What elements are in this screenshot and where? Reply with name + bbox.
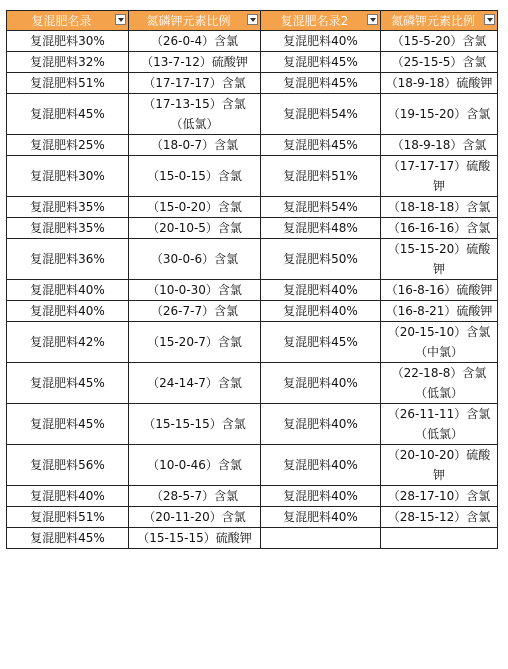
filter-dropdown-icon[interactable] [367, 14, 378, 25]
name-cell-2[interactable]: 复混肥料51% [261, 156, 381, 197]
ratio-cell[interactable]: （20-10-5）含氯 [129, 218, 261, 239]
name-cell[interactable]: 复混肥料45% [7, 404, 129, 445]
ratio-cell[interactable]: （28-5-7）含氯 [129, 486, 261, 507]
name-cell-2[interactable]: 复混肥料45% [261, 73, 381, 94]
name-cell-2[interactable]: 复混肥料45% [261, 135, 381, 156]
filter-dropdown-icon[interactable] [115, 14, 126, 25]
table-row [7, 507, 498, 528]
name-cell[interactable]: 复混肥料51% [7, 507, 129, 528]
ratio-cell[interactable]: （18-0-7）含氯 [129, 135, 261, 156]
filter-dropdown-icon[interactable] [484, 14, 495, 25]
ratio-cell-2[interactable]: （16-8-16）硫酸钾 [381, 280, 498, 301]
ratio-cell[interactable]: （17-13-15）含氯（低氯） [129, 94, 261, 135]
ratio-cell[interactable]: （15-0-20）含氯 [129, 197, 261, 218]
table-row [7, 363, 498, 404]
header-ratio-2[interactable]: 氮磷钾元素比例 [381, 11, 498, 31]
table-row [7, 135, 498, 156]
ratio-cell[interactable]: （24-14-7）含氯 [129, 363, 261, 404]
ratio-cell-2[interactable]: （22-18-8）含氯（低氯） [381, 363, 498, 404]
name-cell-2[interactable]: 复混肥料54% [261, 94, 381, 135]
ratio-cell[interactable]: （15-0-15）含氯 [129, 156, 261, 197]
table-row [7, 218, 498, 239]
name-cell[interactable]: 复混肥料56% [7, 445, 129, 486]
ratio-cell[interactable]: （15-15-15）硫酸钾 [129, 528, 261, 549]
name-cell-2[interactable]: 复混肥料40% [261, 445, 381, 486]
header-name-2[interactable]: 复混肥名录2 [261, 11, 381, 31]
name-cell[interactable]: 复混肥料36% [7, 239, 129, 280]
table-row [7, 239, 498, 280]
ratio-cell-2[interactable]: （19-15-20）含氯 [381, 94, 498, 135]
name-cell[interactable]: 复混肥料30% [7, 156, 129, 197]
name-cell[interactable]: 复混肥料51% [7, 73, 129, 94]
name-cell-2[interactable]: 复混肥料40% [261, 486, 381, 507]
table-row [7, 31, 498, 52]
table-row [7, 94, 498, 135]
name-cell-2[interactable]: 复混肥料40% [261, 404, 381, 445]
name-cell-2[interactable]: 复混肥料40% [261, 301, 381, 322]
name-cell-2[interactable]: 复混肥料48% [261, 218, 381, 239]
table-row [7, 404, 498, 445]
table-body [7, 31, 498, 549]
ratio-cell-2[interactable]: （16-16-16）含氯 [381, 218, 498, 239]
table-row [7, 486, 498, 507]
ratio-cell-2[interactable]: （26-11-11）含氯（低氯） [381, 404, 498, 445]
name-cell-2[interactable]: 复混肥料45% [261, 322, 381, 363]
ratio-cell-2[interactable]: （15-15-20）硫酸钾 [381, 239, 498, 280]
ratio-cell-2[interactable]: （18-18-18）含氯 [381, 197, 498, 218]
ratio-cell[interactable]: （10-0-30）含氯 [129, 280, 261, 301]
ratio-cell[interactable]: （10-0-46）含氯 [129, 445, 261, 486]
ratio-cell[interactable]: （30-0-6）含氯 [129, 239, 261, 280]
header-ratio-1[interactable]: 氮磷钾元素比例 [129, 11, 261, 31]
table-row [7, 52, 498, 73]
name-cell[interactable]: 复混肥料40% [7, 486, 129, 507]
ratio-cell-2[interactable]: （18-9-18）硫酸钾 [381, 73, 498, 94]
ratio-cell-2[interactable]: （20-15-10）含氯（中氯） [381, 322, 498, 363]
name-cell-2[interactable]: 复混肥料40% [261, 280, 381, 301]
name-cell-2[interactable]: 复混肥料40% [261, 31, 381, 52]
filter-dropdown-icon[interactable] [247, 14, 258, 25]
ratio-cell[interactable]: （13-7-12）硫酸钾 [129, 52, 261, 73]
table-row [7, 301, 498, 322]
name-cell[interactable]: 复混肥料30% [7, 31, 129, 52]
name-cell[interactable]: 复混肥料40% [7, 301, 129, 322]
fertilizer-table [6, 10, 498, 549]
ratio-cell-2[interactable]: （20-10-20）硫酸钾 [381, 445, 498, 486]
table-row [7, 528, 498, 549]
ratio-cell-2[interactable]: （16-8-21）硫酸钾 [381, 301, 498, 322]
header-row [7, 11, 498, 31]
ratio-cell[interactable]: （15-20-7）含氯 [129, 322, 261, 363]
name-cell[interactable]: 复混肥料45% [7, 363, 129, 404]
name-cell[interactable]: 复混肥料42% [7, 322, 129, 363]
name-cell-2[interactable]: 复混肥料40% [261, 507, 381, 528]
name-cell-2[interactable]: 复混肥料40% [261, 363, 381, 404]
ratio-cell-2[interactable]: （28-17-10）含氯 [381, 486, 498, 507]
header-name-1[interactable]: 复混肥名录 [7, 11, 129, 31]
table-row [7, 322, 498, 363]
table-row [7, 445, 498, 486]
ratio-cell-2[interactable] [381, 528, 498, 549]
table-row [7, 197, 498, 218]
ratio-cell-2[interactable]: （25-15-5）含氯 [381, 52, 498, 73]
ratio-cell[interactable]: （15-15-15）含氯 [129, 404, 261, 445]
name-cell[interactable]: 复混肥料45% [7, 528, 129, 549]
ratio-cell[interactable]: （20-11-20）含氯 [129, 507, 261, 528]
ratio-cell-2[interactable]: （15-5-20）含氯 [381, 31, 498, 52]
name-cell[interactable]: 复混肥料32% [7, 52, 129, 73]
name-cell-2[interactable]: 复混肥料45% [261, 52, 381, 73]
name-cell[interactable]: 复混肥料40% [7, 280, 129, 301]
table-row [7, 156, 498, 197]
ratio-cell-2[interactable]: （18-9-18）含氯 [381, 135, 498, 156]
table-row [7, 73, 498, 94]
ratio-cell-2[interactable]: （17-17-17）硫酸钾 [381, 156, 498, 197]
ratio-cell[interactable]: （17-17-17）含氯 [129, 73, 261, 94]
ratio-cell[interactable]: （26-7-7）含氯 [129, 301, 261, 322]
name-cell[interactable]: 复混肥料35% [7, 218, 129, 239]
table-row [7, 280, 498, 301]
ratio-cell[interactable]: （26-0-4）含氯 [129, 31, 261, 52]
name-cell[interactable]: 复混肥料25% [7, 135, 129, 156]
ratio-cell-2[interactable]: （28-15-12）含氯 [381, 507, 498, 528]
name-cell-2[interactable] [261, 528, 381, 549]
name-cell[interactable]: 复混肥料35% [7, 197, 129, 218]
name-cell-2[interactable]: 复混肥料54% [261, 197, 381, 218]
name-cell[interactable]: 复混肥料45% [7, 94, 129, 135]
name-cell-2[interactable]: 复混肥料50% [261, 239, 381, 280]
